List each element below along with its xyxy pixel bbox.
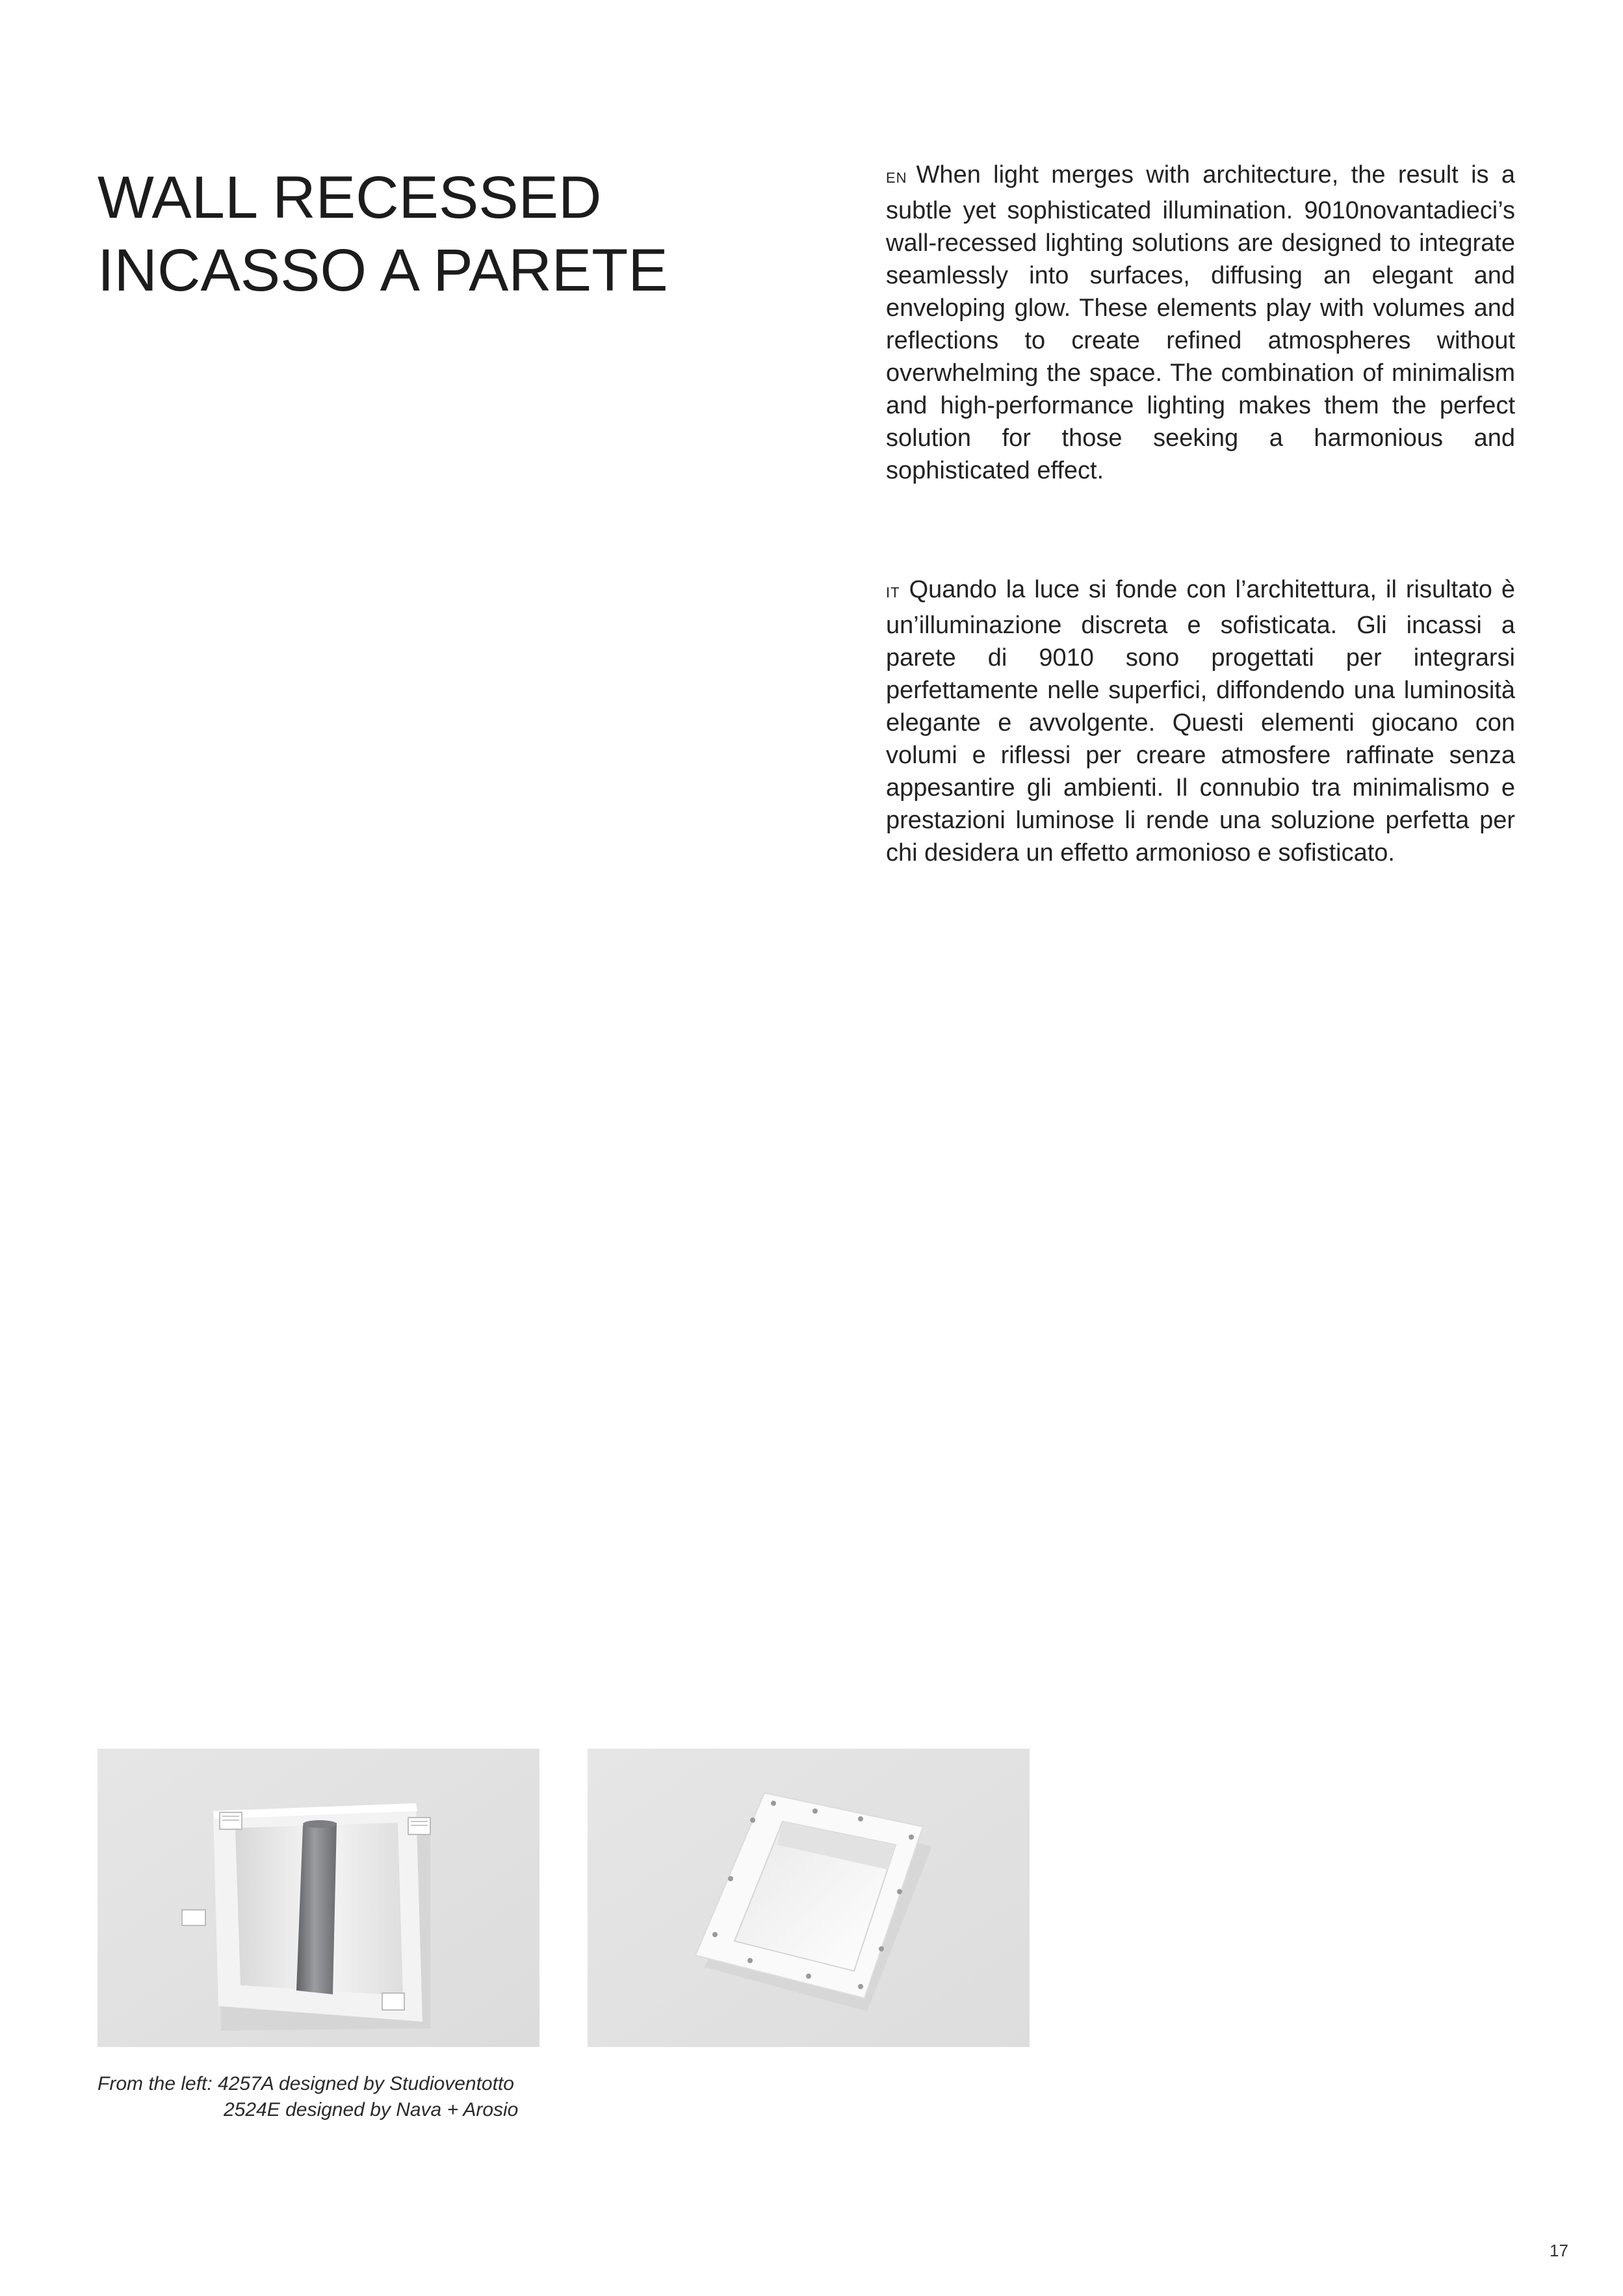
english-text: When light merges with architecture, the result is a subtle yet sophisticated illumination. 9010novantadieci’s wall-recessed lighting solutions are designed to integrate seamlessly into surfaces, diffusing an elegant and enveloping glow. These elements play with volumes and reflections to create refined atmospheres without overwhelming the space. The combination of minimalism and high-performance lighting makes them the perfect solution for those seeking a harmonious and sophisticated effect. <box>886 161 1515 484</box>
language-tag-it: IT <box>886 584 900 601</box>
title-line-english: WALL RECESSED <box>97 164 602 231</box>
italian-paragraph <box>886 573 1515 869</box>
title-line-italian: INCASSO A PARETE <box>97 237 668 304</box>
product-photo-4257a <box>97 1749 539 2047</box>
square-recessed-fixture-illustration <box>588 1749 1030 2047</box>
page-number: 17 <box>1550 2241 1568 2260</box>
wall-recessed-fixture-illustration <box>97 1749 539 2047</box>
caption-line-1: From the left: 4257A designed by Studioventotto <box>97 2073 514 2094</box>
english-paragraph <box>886 159 1515 487</box>
photo-caption <box>97 2071 518 2123</box>
language-tag-en: EN <box>886 170 907 186</box>
italian-text: Quando la luce si fonde con l’architettura, il risultato è un’illuminazione discreta e sofisticata. Gli incassi a parete di 9010 sono progettati per integrarsi perfettamente nelle superfici, diffondendo una luminosità elegante e avvolgente. Questi elementi giocano con volumi e riflessi per creare atmosfere raffinate senza appesantire gli ambienti. Il connubio tra minimalismo e prestazioni luminose li rende una soluzione perfetta per chi desidera un effetto armonioso e sofisticato. <box>886 576 1515 867</box>
product-photo-2524e <box>588 1749 1030 2047</box>
page-title <box>97 161 668 307</box>
caption-line-2: 2524E designed by Nava + Arosio <box>224 2099 519 2120</box>
